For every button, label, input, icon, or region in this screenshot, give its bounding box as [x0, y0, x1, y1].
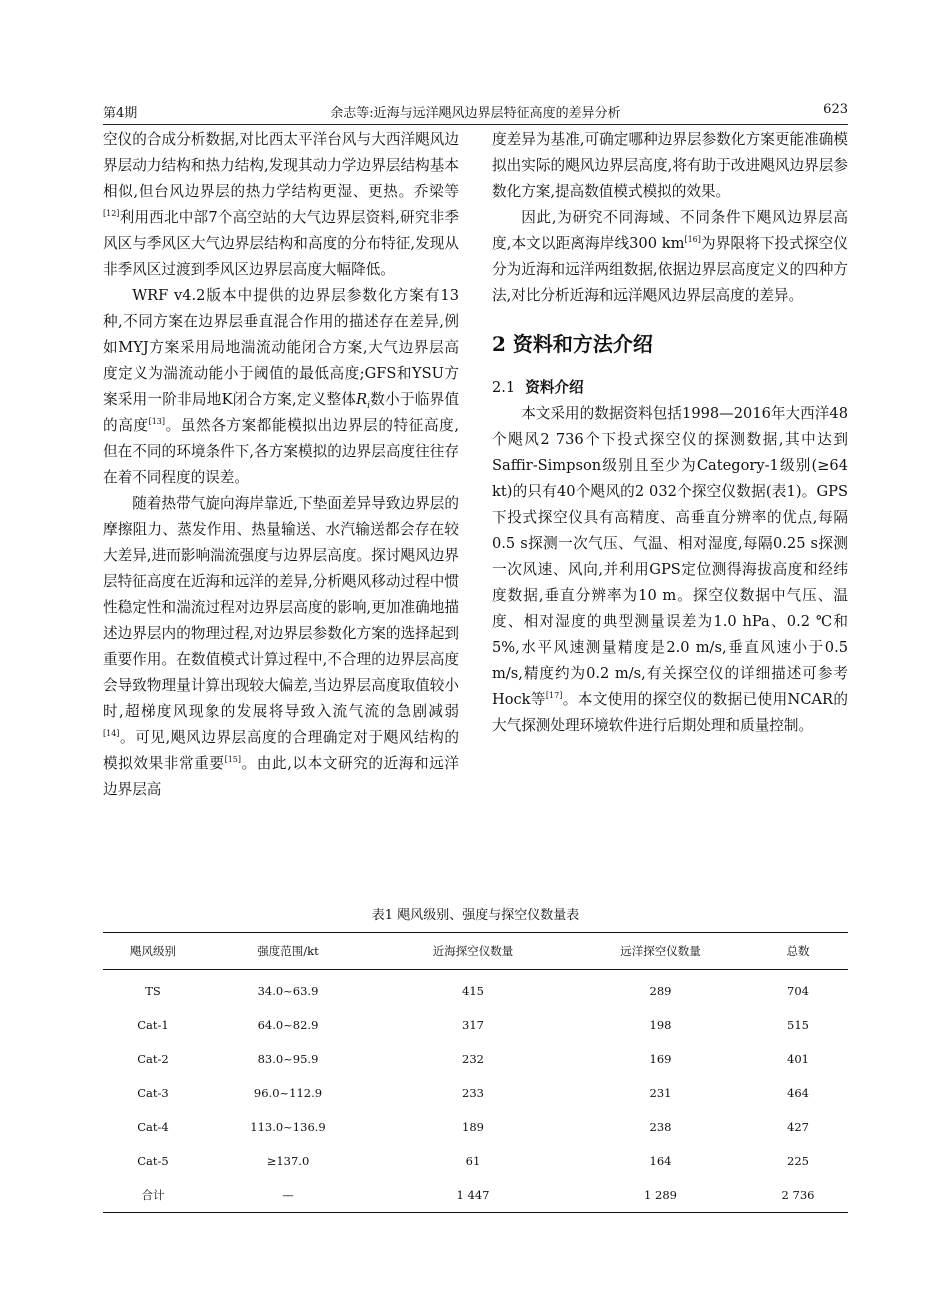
section-heading: 2 资料和方法介绍 — [492, 332, 653, 356]
table-cell: 198 — [649, 1018, 672, 1032]
table-cell: 合计 — [141, 1188, 165, 1202]
table-row — [103, 1110, 848, 1144]
column-header: 远洋探空仪数量 — [620, 944, 701, 958]
table-cell: ≥137.0 — [266, 1154, 310, 1168]
column-header: 强度范围/kt — [257, 944, 319, 958]
table-cell: Cat-1 — [137, 1018, 169, 1032]
paragraph: 因此,为研究不同海域、不同条件下飓风边界层高度,本文以距离海岸线300 km[16]为界限将下投式探空仪分为近海和远洋两组数据,依据边界层高度定义的四种方法,对比分析近海和远洋飓风边界层高度的差异。 — [492, 209, 848, 304]
running-title: 余志等:近海与远洋飓风边界层特征高度的差异分析 — [330, 106, 621, 121]
citation[interactable]: [15] — [224, 755, 241, 765]
column-header: 近海探空仪数量 — [432, 944, 514, 958]
table-cell: TS — [145, 984, 161, 998]
table-cell: 61 — [465, 1154, 481, 1168]
citation[interactable]: [14] — [103, 729, 120, 739]
table-cell: 401 — [787, 1052, 809, 1066]
page-header — [103, 100, 848, 125]
table-caption: 表1 飓风级别、强度与探空仪数量表 — [371, 908, 580, 923]
table-cell: Cat-2 — [137, 1052, 169, 1066]
table-cell: 704 — [787, 984, 809, 998]
citation[interactable]: [12] — [103, 209, 120, 219]
symbol-ri: $R_i$ — [356, 391, 371, 411]
paragraph: 本文采用的数据资料包括1998—2016年大西洋48个飓风2 736个下投式探空仪的探测数据,其中达到Saffir-Simpson级别且至少为Category-1级别(≥64 kt)的只有40个飓风的2 032个探空仪数据(表1)。GPS下投式探空仪具有高精度、高垂直分辨率的优点,每隔0.5 s探测一次气压、气温、相对湿度,每隔0.25 s探测一次风速、风向,并利用GPS定位测得海拔高度和经纬度数据,垂直分辨率为10 m。探空仪数据中气压、温度、相对湿度的典型测量误差为1.0 hPa、0.2 ℃和5%,水平风速测量精度是2.0 m/s,垂直风速小于0.5 m/s,精度约为0.2 m/s,有关探空仪的详细描述可参考Hock等[17]。本文使用的探空仪的数据已使用NCAR的大气探测处理环境软件进行后期处理和质量控制。 — [492, 405, 849, 734]
table-cell: 515 — [787, 1018, 809, 1032]
right-column — [492, 127, 848, 739]
citation[interactable]: [13] — [148, 417, 166, 427]
table-cell: 189 — [462, 1120, 484, 1134]
table-header-row — [103, 933, 848, 970]
table-cell: 415 — [462, 984, 484, 998]
table-cell: 233 — [462, 1086, 484, 1100]
table-cell: 64.0~82.9 — [257, 1018, 319, 1032]
paragraph: 度差异为基准,可确定哪种边界层参数化方案更能准确模拟出实际的飓风边界层高度,将有助于改进飓风边界层参数化方案,提高数值模式模拟的效果。 — [492, 131, 848, 200]
column-header: 飓风级别 — [130, 944, 176, 958]
table-row — [103, 1144, 848, 1178]
table-cell: 231 — [649, 1086, 672, 1100]
table-cell: Cat-5 — [137, 1154, 169, 1168]
table-cell: 232 — [462, 1052, 484, 1066]
table-row — [103, 1042, 848, 1076]
table-row — [103, 1076, 848, 1110]
left-column — [103, 127, 459, 803]
paragraph: 随着热带气旋向海岸靠近,下垫面差异导致边界层的摩擦阻力、蒸发作用、热量输送、水汽输送都会存在较大差异,进而影响湍流强度与边界层高度。探讨飓风边界层特征高度在近海和远洋的差异,分析飓风移动过程中惯性稳定性和湍流过程对边界层高度的影响,更加准确地描述边界层内的物理过程,对边界层参数化方案的选择起到重要作用。在数值模式计算过程中,不合理的边界层高度会导致物理量计算出现较大偏差,当边界层高度取值较小时,超梯度风现象的发展将导致入流气流的急剧减弱[14]。可见,飓风边界层高度的合理确定对于飓风结构的模拟效果非常重要[15]。由此,以本文研究的近海和远洋边界层高 — [103, 495, 459, 798]
table-cell: — — [282, 1188, 294, 1202]
table-cell: 83.0~95.9 — [257, 1052, 319, 1066]
table-row — [103, 970, 848, 1009]
citation[interactable]: [16] — [684, 235, 701, 245]
table-cell: 34.0~63.9 — [257, 984, 319, 998]
paragraph: 空仪的合成分析数据,对比西太平洋台风与大西洋飓风边界层动力结构和热力结构,发现其动力学边界层结构基本相似,但台风边界层的热力学结构更湿、更热。乔梁等[12]利用西北中部7个高空站的大气边界层资料,研究非季风区与季风区大气边界层结构和高度的分布特征,发现从非季风区过渡到季风区边界层高度大幅降低。 — [103, 131, 459, 278]
table-cell: 289 — [649, 984, 672, 998]
table-cell: 427 — [787, 1120, 809, 1134]
column-header: 总数 — [786, 944, 810, 958]
table-cell: 317 — [462, 1018, 484, 1032]
table-cell: 464 — [787, 1086, 809, 1100]
table-cell: 96.0~112.9 — [253, 1086, 323, 1100]
paragraph: WRF v4.2版本中提供的边界层参数化方案有13种,不同方案在边界层垂直混合作用的描述存在差异,例如MYJ方案采用局地湍流动能闭合方案,大气边界层高度定义为湍流动能小于阈值的最低高度;GFS和YSU方案采用一阶非局地K闭合方案,定义整体$R_i$数小于临界值的高度[13]。虽然各方案都能模拟出边界层的特征高度,但在不同的环境条件下,各方案模拟的边界层高度往往存在着不同程度的误差。 — [103, 287, 459, 486]
table-cell: 169 — [649, 1052, 672, 1066]
page-number: 623 — [823, 102, 848, 117]
table-cell: 1 289 — [644, 1188, 677, 1202]
citation[interactable]: [17] — [545, 691, 563, 701]
data-table — [103, 932, 848, 1213]
table-row-total — [103, 1178, 848, 1213]
table-cell: 238 — [649, 1120, 672, 1134]
table-cell: 113.0~136.9 — [250, 1120, 326, 1134]
table-cell: 164 — [649, 1154, 672, 1168]
table-cell: Cat-3 — [137, 1086, 169, 1100]
table-cell: 1 447 — [456, 1188, 490, 1202]
table-cell: Cat-4 — [137, 1120, 169, 1134]
table-cell: 225 — [787, 1154, 809, 1168]
subsection-heading: 2.1 资料介绍 — [492, 379, 584, 396]
table-cell: 2 736 — [781, 1188, 815, 1202]
issue-number: 第4期 — [103, 106, 138, 121]
table-row — [103, 1008, 848, 1042]
